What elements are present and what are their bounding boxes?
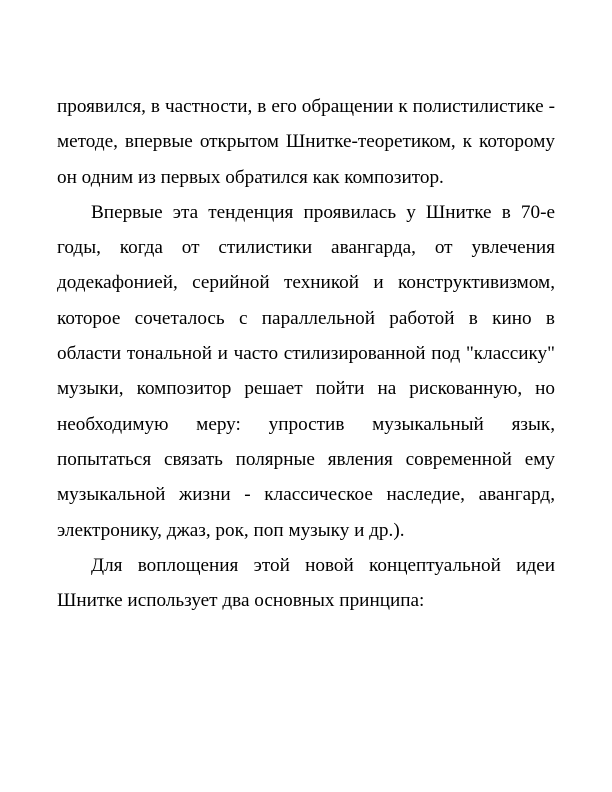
paragraph-3: Для воплощения этой новой концептуальной идеи Шнитке использует два основных принципа:	[57, 554, 555, 612]
paragraph-2: Впервые эта тенденция проявилась у Шнитке в 70-е годы, когда от стилистики авангарда, от увлечения додекафонией, серийной техникой и конструктивизмом, которое сочеталось с параллельной работой в кино в области тональной и часто стилизированной под "классику" музыки, композитор решает пойти на рискованную, но необходимую меру: упростив музыкальный язык, попытаться связать полярные явления современной ему музыкальной жизни - классическое наследие, авангард, электронику, джаз, рок, поп музыку и др.).	[57, 201, 555, 541]
paragraph-1: проявился, в частности, в его обращении к полистилистике - методе, впервые открытом Шнитке-теоретиком, к которому он одним из первых обратился как композитор.	[57, 96, 555, 188]
body-text	[57, 89, 555, 618]
